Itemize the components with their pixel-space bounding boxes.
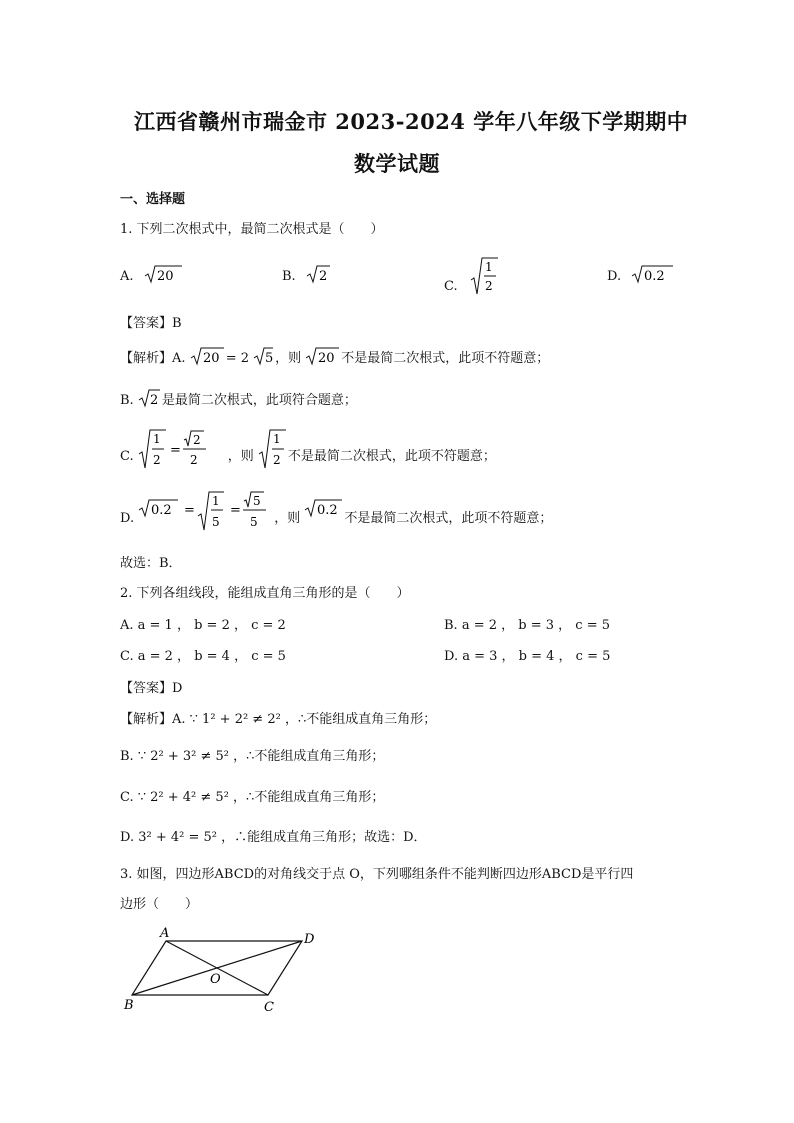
radicand: 5 [265,351,274,366]
sqrt-icon [190,346,226,368]
sqrt-icon [304,498,344,520]
sqrt-icon [138,388,162,410]
svg-text:2: 2 [192,433,201,447]
option-label: B. [282,269,296,284]
prefix: B. [120,393,134,408]
radicand: 2 [318,269,328,284]
tail-text: 不是最简二次根式，此项不符题意； [341,351,550,366]
q2-option-a: A. a = 1 ， b = 2 ， c = 2 [120,618,286,633]
label-d: D [304,932,315,947]
option-label: D. [607,269,622,284]
denominator: 2 [484,279,493,293]
option-label: C. [444,279,458,294]
ze-text: ，则 [227,449,254,464]
parallelogram-figure [118,925,328,1017]
q2-option-b: B. a = 2 ， b = 3 ， c = 5 [444,618,610,633]
d-equation-icon [138,488,274,534]
svg-text:=: = [230,503,242,518]
svg-text:5: 5 [253,494,261,508]
label-c: C [264,1000,274,1015]
q1-option-b [282,264,336,286]
sqrt-icon [631,264,675,286]
label-a: A [160,926,170,941]
q1-analysis-a [120,346,549,368]
q1-analysis-b [120,388,357,410]
svg-text:2: 2 [272,453,281,467]
question-2-stem: 2. 下列各组线段，能组成直角三角形的是（ ） [120,586,410,601]
c-equation-icon [138,428,228,472]
svg-text:2: 2 [152,453,161,467]
svg-text:5: 5 [212,515,220,529]
sqrt-icon [306,264,336,286]
radicand: 2 [149,393,159,408]
question-3-stem-line1: 3. 如图，四边形ABCD的对角线交于点 O，下列哪组条件不能判断四边形ABCD是平行四 [120,867,634,882]
sqrt-icon [305,346,341,368]
tail-text: 是最简二次根式，此项符合题意； [161,393,357,408]
numerator: 1 [484,260,493,274]
svg-text:=: = [169,443,181,458]
q2-analysis-c: C. ∵ 2² + 4² ≠ 5² ，∴不能组成直角三角形； [120,790,385,805]
q2-option-c: C. a = 2 ， b = 4 ， c = 5 [120,649,286,664]
sqrt-icon [253,346,275,368]
svg-text:0.2: 0.2 [151,503,172,518]
radicand: 20 [202,351,220,366]
tail-text: 不是最简二次根式，此项不符题意； [344,511,553,526]
q1-analysis-c [120,428,496,472]
section-heading: 一、选择题 [120,192,186,207]
radicand: 0.2 [644,269,665,284]
label-o: O [210,972,221,987]
svg-text:1: 1 [212,494,220,508]
q1-answer: 【答案】B [120,316,182,331]
q1-option-c [444,256,500,296]
q1-option-a [120,264,184,286]
label-b: B [124,998,134,1013]
prefix: A. [172,351,186,366]
svg-text:1: 1 [272,432,281,446]
prefix: C. [120,449,134,464]
sqrt-icon [144,264,184,286]
sqrt-fraction-icon [470,256,500,296]
q2-analysis-a: 【解析】A. ∵ 1² + 2² ≠ 2² ，∴不能组成直角三角形； [120,712,437,727]
radicand: 20 [318,351,335,366]
sqrt-fraction-icon [258,428,288,472]
page-subtitle: 数学试题 [354,151,440,176]
analysis-tag: 【解析】 [120,351,173,366]
comma-text: ，则 [275,351,302,366]
q2-answer: 【答案】D [120,681,183,696]
q2-analysis-b: B. ∵ 2² + 3² ≠ 5² ，∴不能组成直角三角形； [120,749,385,764]
q2-analysis-d: D. 3² + 4² = 5² ，∴能组成直角三角形；故选：D． [120,830,427,845]
svg-text:2: 2 [189,453,198,467]
q1-analysis-d [120,488,552,534]
q2-option-d: D. a = 3 ， b = 4 ， c = 5 [444,649,611,664]
question-1-stem: 1. 下列二次根式中，最简二次根式是（ ） [120,222,384,237]
ze-text: ，则 [274,511,301,526]
q1-option-d [607,264,675,286]
svg-text:5: 5 [250,515,258,529]
option-label: A. [120,269,134,284]
tail-text: 不是最简二次根式，此项不符题意； [287,449,496,464]
radicand: 20 [156,269,174,284]
svg-text:1: 1 [152,432,161,446]
prefix: D. [120,511,135,526]
q1-conclusion: 故选：B． [120,556,182,571]
radicand: 0.2 [317,503,339,518]
question-3-stem-line2: 边形（ ） [120,897,199,912]
equals-text: = 2 [225,351,249,366]
svg-text:=: = [184,503,196,518]
page-title: 江西省赣州市瑞金市 2023-2024 学年八年级下学期期中 [134,109,689,134]
